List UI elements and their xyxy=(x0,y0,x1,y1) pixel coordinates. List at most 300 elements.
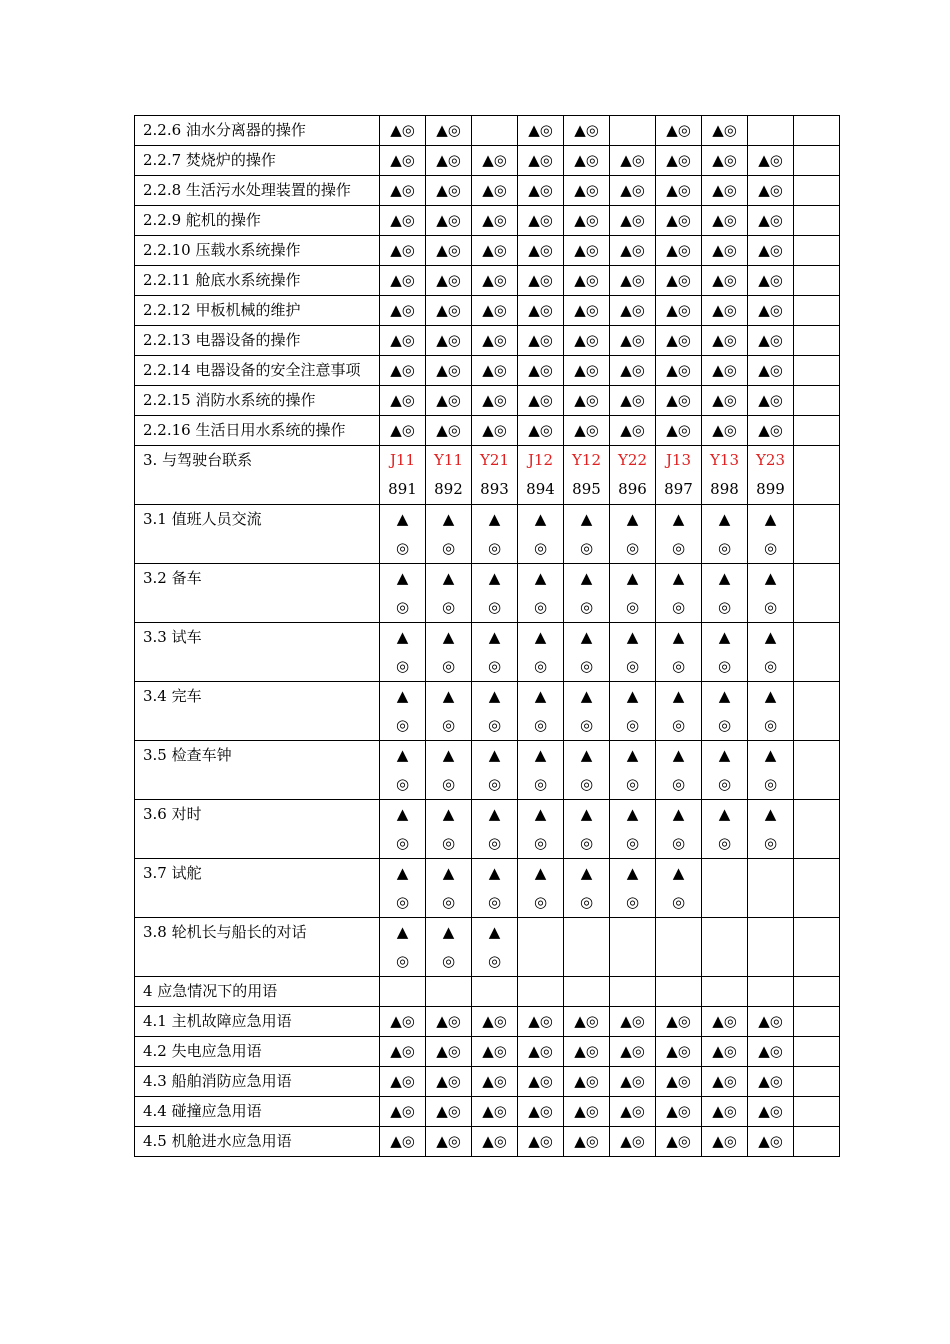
mark-cell: ▲◎ xyxy=(656,146,702,176)
code-number: 898 xyxy=(710,480,739,498)
mark-cell xyxy=(748,564,794,623)
mark-cell: ▲◎ xyxy=(518,1007,564,1037)
row-label: 4.3 船舶消防应急用语 xyxy=(135,1067,380,1097)
mark-cell: ▲◎ xyxy=(610,386,656,416)
row-label: 3.5 检查车钟 xyxy=(135,741,380,800)
code-cell xyxy=(564,446,610,505)
mark-cell: ▲◎ xyxy=(426,146,472,176)
table-row xyxy=(135,236,840,266)
mark-cell: ▲◎ xyxy=(748,1007,794,1037)
mark-cell: ▲◎ xyxy=(518,416,564,446)
triangle-mark-icon: ▲ xyxy=(580,805,593,823)
mark-cell xyxy=(656,859,702,918)
mark-cell: ▲◎ xyxy=(472,416,518,446)
mark-cell: ▲◎ xyxy=(518,1127,564,1157)
mark-cell: ▲◎ xyxy=(380,1127,426,1157)
triangle-mark-icon: ▲ xyxy=(396,569,409,587)
mark-cell xyxy=(380,623,426,682)
triangle-mark-icon: ▲ xyxy=(764,746,777,764)
row-label: 2.2.16 生活日用水系统的操作 xyxy=(135,416,380,446)
triangle-mark-icon: ▲ xyxy=(534,569,547,587)
row-label: 4.1 主机故障应急用语 xyxy=(135,1007,380,1037)
table-row xyxy=(135,1067,840,1097)
mark-cell xyxy=(702,682,748,741)
mark-cell xyxy=(794,146,840,176)
triangle-mark-icon: ▲ xyxy=(488,864,501,882)
table-row xyxy=(135,1007,840,1037)
table-row xyxy=(135,386,840,416)
circle-mark-icon: ◎ xyxy=(533,834,548,852)
mark-cell xyxy=(794,356,840,386)
mark-cell: ▲◎ xyxy=(426,1097,472,1127)
mark-cell xyxy=(472,623,518,682)
empty-cell xyxy=(794,623,840,682)
circle-mark-icon: ◎ xyxy=(579,775,594,793)
circle-mark-icon: ◎ xyxy=(717,834,732,852)
mark-cell: ▲◎ xyxy=(702,1127,748,1157)
circle-mark-icon: ◎ xyxy=(441,893,456,911)
code-number: 899 xyxy=(756,480,785,498)
mark-cell xyxy=(472,918,518,977)
mark-cell: ▲◎ xyxy=(748,1067,794,1097)
code-number: 896 xyxy=(618,480,647,498)
mark-cell xyxy=(426,741,472,800)
circle-mark-icon: ◎ xyxy=(671,775,686,793)
mark-cell: ▲◎ xyxy=(748,236,794,266)
code-number: 894 xyxy=(526,480,555,498)
mark-cell xyxy=(426,564,472,623)
mark-cell xyxy=(564,564,610,623)
mark-cell: ▲◎ xyxy=(702,296,748,326)
circle-mark-icon: ◎ xyxy=(763,539,778,557)
triangle-mark-icon: ▲ xyxy=(580,687,593,705)
triangle-mark-icon: ▲ xyxy=(580,746,593,764)
mark-cell: ▲◎ xyxy=(748,386,794,416)
table-row xyxy=(135,682,840,741)
row-label: 4.5 机舱进水应急用语 xyxy=(135,1127,380,1157)
triangle-mark-icon: ▲ xyxy=(396,687,409,705)
triangle-mark-icon: ▲ xyxy=(764,687,777,705)
triangle-mark-icon: ▲ xyxy=(396,628,409,646)
mark-cell: ▲◎ xyxy=(702,1097,748,1127)
mark-cell xyxy=(748,682,794,741)
mark-cell xyxy=(794,236,840,266)
row-label: 2.2.14 电器设备的安全注意事项 xyxy=(135,356,380,386)
code-label: J11 xyxy=(389,451,416,469)
mark-cell: ▲◎ xyxy=(518,206,564,236)
empty-cell xyxy=(794,977,840,1007)
table-row xyxy=(135,296,840,326)
mark-cell: ▲◎ xyxy=(518,1097,564,1127)
circle-mark-icon: ◎ xyxy=(763,834,778,852)
mark-cell xyxy=(380,918,426,977)
empty-cell xyxy=(564,918,610,977)
circle-mark-icon: ◎ xyxy=(763,775,778,793)
empty-cell xyxy=(794,800,840,859)
mark-cell: ▲◎ xyxy=(472,326,518,356)
row-label: 2.2.7 焚烧炉的操作 xyxy=(135,146,380,176)
circle-mark-icon: ◎ xyxy=(671,657,686,675)
circle-mark-icon: ◎ xyxy=(625,598,640,616)
circle-mark-icon: ◎ xyxy=(487,598,502,616)
mark-cell: ▲◎ xyxy=(380,356,426,386)
circle-mark-icon: ◎ xyxy=(395,834,410,852)
mark-cell: ▲◎ xyxy=(564,1007,610,1037)
mark-cell: ▲◎ xyxy=(610,1007,656,1037)
triangle-mark-icon: ▲ xyxy=(626,864,639,882)
mark-cell xyxy=(610,741,656,800)
code-label: J12 xyxy=(527,451,554,469)
empty-cell xyxy=(794,1067,840,1097)
triangle-mark-icon: ▲ xyxy=(580,569,593,587)
mark-cell: ▲◎ xyxy=(564,1097,610,1127)
mark-cell: ▲◎ xyxy=(518,296,564,326)
triangle-mark-icon: ▲ xyxy=(626,628,639,646)
empty-cell xyxy=(702,859,748,918)
mark-cell: ▲◎ xyxy=(472,1037,518,1067)
row-label: 2.2.12 甲板机械的维护 xyxy=(135,296,380,326)
code-number: 897 xyxy=(664,480,693,498)
code-cell xyxy=(702,446,748,505)
empty-cell xyxy=(518,977,564,1007)
table-row xyxy=(135,1037,840,1067)
empty-cell xyxy=(794,564,840,623)
triangle-mark-icon: ▲ xyxy=(488,923,501,941)
mark-cell: ▲◎ xyxy=(702,146,748,176)
mark-cell: ▲◎ xyxy=(564,356,610,386)
table-row xyxy=(135,623,840,682)
circle-mark-icon: ◎ xyxy=(579,598,594,616)
triangle-mark-icon: ▲ xyxy=(488,687,501,705)
mark-cell xyxy=(518,564,564,623)
table-row xyxy=(135,741,840,800)
mark-cell: ▲◎ xyxy=(472,1007,518,1037)
training-matrix-table xyxy=(134,115,840,1157)
code-label: Y12 xyxy=(572,451,601,469)
mark-cell: ▲◎ xyxy=(564,116,610,146)
row-label: 2.2.13 电器设备的操作 xyxy=(135,326,380,356)
table-row xyxy=(135,356,840,386)
circle-mark-icon: ◎ xyxy=(395,716,410,734)
mark-cell: ▲◎ xyxy=(426,206,472,236)
mark-cell xyxy=(472,682,518,741)
circle-mark-icon: ◎ xyxy=(625,834,640,852)
mark-cell xyxy=(564,859,610,918)
table-row xyxy=(135,1127,840,1157)
triangle-mark-icon: ▲ xyxy=(534,864,547,882)
mark-cell: ▲◎ xyxy=(426,116,472,146)
row-label: 2.2.6 油水分离器的操作 xyxy=(135,116,380,146)
mark-cell: ▲◎ xyxy=(656,1067,702,1097)
mark-cell: ▲◎ xyxy=(472,1097,518,1127)
mark-cell xyxy=(426,800,472,859)
mark-cell xyxy=(518,505,564,564)
mark-cell xyxy=(656,564,702,623)
mark-cell: ▲◎ xyxy=(748,1127,794,1157)
mark-cell: ▲◎ xyxy=(702,206,748,236)
code-cell xyxy=(472,446,518,505)
mark-cell: ▲◎ xyxy=(518,1037,564,1067)
mark-cell xyxy=(426,682,472,741)
mark-cell: ▲◎ xyxy=(426,416,472,446)
table-row xyxy=(135,116,840,146)
triangle-mark-icon: ▲ xyxy=(442,923,455,941)
mark-cell: ▲◎ xyxy=(380,1037,426,1067)
code-label: Y13 xyxy=(710,451,739,469)
triangle-mark-icon: ▲ xyxy=(672,628,685,646)
mark-cell xyxy=(610,623,656,682)
mark-cell: ▲◎ xyxy=(564,386,610,416)
code-label: Y22 xyxy=(618,451,647,469)
row-label: 2.2.8 生活污水处理装置的操作 xyxy=(135,176,380,206)
empty-cell xyxy=(794,918,840,977)
table-row xyxy=(135,800,840,859)
circle-mark-icon: ◎ xyxy=(533,539,548,557)
mark-cell: ▲◎ xyxy=(748,416,794,446)
table-row xyxy=(135,146,840,176)
code-cell xyxy=(380,446,426,505)
mark-cell xyxy=(564,623,610,682)
mark-cell xyxy=(380,564,426,623)
mark-cell: ▲◎ xyxy=(656,116,702,146)
row-label: 3.3 试车 xyxy=(135,623,380,682)
mark-cell: ▲◎ xyxy=(564,416,610,446)
mark-cell: ▲◎ xyxy=(702,386,748,416)
table-row xyxy=(135,505,840,564)
mark-cell xyxy=(426,859,472,918)
mark-cell: ▲◎ xyxy=(656,356,702,386)
mark-cell: ▲◎ xyxy=(426,176,472,206)
circle-mark-icon: ◎ xyxy=(533,598,548,616)
circle-mark-icon: ◎ xyxy=(671,539,686,557)
triangle-mark-icon: ▲ xyxy=(442,510,455,528)
mark-cell: ▲◎ xyxy=(472,1067,518,1097)
mark-cell: ▲◎ xyxy=(610,1067,656,1097)
triangle-mark-icon: ▲ xyxy=(396,746,409,764)
mark-cell: ▲◎ xyxy=(564,296,610,326)
mark-cell xyxy=(656,505,702,564)
circle-mark-icon: ◎ xyxy=(441,598,456,616)
mark-cell: ▲◎ xyxy=(702,176,748,206)
circle-mark-icon: ◎ xyxy=(579,834,594,852)
circle-mark-icon: ◎ xyxy=(625,775,640,793)
mark-cell xyxy=(702,505,748,564)
empty-cell xyxy=(564,977,610,1007)
empty-cell xyxy=(748,918,794,977)
empty-cell xyxy=(794,682,840,741)
triangle-mark-icon: ▲ xyxy=(718,746,731,764)
triangle-mark-icon: ▲ xyxy=(718,687,731,705)
mark-cell: ▲◎ xyxy=(380,236,426,266)
triangle-mark-icon: ▲ xyxy=(534,687,547,705)
mark-cell: ▲◎ xyxy=(472,236,518,266)
mark-cell xyxy=(748,116,794,146)
mark-cell: ▲◎ xyxy=(564,266,610,296)
circle-mark-icon: ◎ xyxy=(579,893,594,911)
mark-cell xyxy=(426,505,472,564)
mark-cell xyxy=(610,116,656,146)
mark-cell: ▲◎ xyxy=(426,1037,472,1067)
mark-cell: ▲◎ xyxy=(656,1127,702,1157)
mark-cell: ▲◎ xyxy=(518,116,564,146)
triangle-mark-icon: ▲ xyxy=(396,805,409,823)
mark-cell: ▲◎ xyxy=(702,116,748,146)
row-label: 2.2.10 压载水系统操作 xyxy=(135,236,380,266)
triangle-mark-icon: ▲ xyxy=(764,569,777,587)
section-row xyxy=(135,977,840,1007)
mark-cell: ▲◎ xyxy=(610,1037,656,1067)
mark-cell xyxy=(748,623,794,682)
row-label: 3.7 试舵 xyxy=(135,859,380,918)
triangle-mark-icon: ▲ xyxy=(442,628,455,646)
triangle-mark-icon: ▲ xyxy=(626,805,639,823)
circle-mark-icon: ◎ xyxy=(625,893,640,911)
triangle-mark-icon: ▲ xyxy=(672,569,685,587)
triangle-mark-icon: ▲ xyxy=(488,569,501,587)
empty-cell xyxy=(794,1037,840,1067)
document-page xyxy=(134,115,840,1157)
triangle-mark-icon: ▲ xyxy=(672,687,685,705)
mark-cell: ▲◎ xyxy=(702,356,748,386)
mark-cell xyxy=(610,682,656,741)
triangle-mark-icon: ▲ xyxy=(396,923,409,941)
triangle-mark-icon: ▲ xyxy=(580,628,593,646)
triangle-mark-icon: ▲ xyxy=(580,510,593,528)
circle-mark-icon: ◎ xyxy=(717,716,732,734)
triangle-mark-icon: ▲ xyxy=(580,864,593,882)
circle-mark-icon: ◎ xyxy=(533,893,548,911)
circle-mark-icon: ◎ xyxy=(395,598,410,616)
empty-cell xyxy=(794,1127,840,1157)
circle-mark-icon: ◎ xyxy=(487,716,502,734)
mark-cell: ▲◎ xyxy=(472,356,518,386)
circle-mark-icon: ◎ xyxy=(441,952,456,970)
empty-cell xyxy=(426,977,472,1007)
mark-cell: ▲◎ xyxy=(426,1007,472,1037)
circle-mark-icon: ◎ xyxy=(533,775,548,793)
triangle-mark-icon: ▲ xyxy=(534,805,547,823)
triangle-mark-icon: ▲ xyxy=(534,628,547,646)
row-label: 3.6 对时 xyxy=(135,800,380,859)
triangle-mark-icon: ▲ xyxy=(672,864,685,882)
empty-cell xyxy=(794,505,840,564)
circle-mark-icon: ◎ xyxy=(763,716,778,734)
circle-mark-icon: ◎ xyxy=(717,598,732,616)
mark-cell: ▲◎ xyxy=(426,1067,472,1097)
mark-cell xyxy=(794,206,840,236)
mark-cell xyxy=(794,326,840,356)
circle-mark-icon: ◎ xyxy=(395,893,410,911)
triangle-mark-icon: ▲ xyxy=(672,746,685,764)
table-row xyxy=(135,176,840,206)
code-cell xyxy=(610,446,656,505)
mark-cell: ▲◎ xyxy=(656,416,702,446)
mark-cell: ▲◎ xyxy=(610,176,656,206)
mark-cell: ▲◎ xyxy=(748,176,794,206)
mark-cell xyxy=(380,859,426,918)
empty-cell xyxy=(472,977,518,1007)
circle-mark-icon: ◎ xyxy=(487,775,502,793)
circle-mark-icon: ◎ xyxy=(395,657,410,675)
mark-cell: ▲◎ xyxy=(380,1097,426,1127)
row-label: 2.2.15 消防水系统的操作 xyxy=(135,386,380,416)
mark-cell: ▲◎ xyxy=(656,1097,702,1127)
mark-cell: ▲◎ xyxy=(380,146,426,176)
mark-cell: ▲◎ xyxy=(426,356,472,386)
code-label: Y21 xyxy=(480,451,509,469)
mark-cell: ▲◎ xyxy=(656,266,702,296)
mark-cell: ▲◎ xyxy=(702,266,748,296)
triangle-mark-icon: ▲ xyxy=(396,510,409,528)
triangle-mark-icon: ▲ xyxy=(442,746,455,764)
row-label: 3.4 完车 xyxy=(135,682,380,741)
mark-cell: ▲◎ xyxy=(610,1127,656,1157)
mark-cell xyxy=(794,386,840,416)
table-row xyxy=(135,416,840,446)
row-label: 3.1 值班人员交流 xyxy=(135,505,380,564)
mark-cell xyxy=(656,623,702,682)
empty-cell xyxy=(610,977,656,1007)
mark-cell: ▲◎ xyxy=(702,236,748,266)
mark-cell xyxy=(380,800,426,859)
mark-cell: ▲◎ xyxy=(380,116,426,146)
code-number: 895 xyxy=(572,480,601,498)
triangle-mark-icon: ▲ xyxy=(764,628,777,646)
mark-cell xyxy=(564,505,610,564)
mark-cell xyxy=(518,741,564,800)
triangle-mark-icon: ▲ xyxy=(626,746,639,764)
mark-cell: ▲◎ xyxy=(656,176,702,206)
code-cell xyxy=(426,446,472,505)
mark-cell xyxy=(380,505,426,564)
mark-cell: ▲◎ xyxy=(380,386,426,416)
mark-cell xyxy=(794,296,840,326)
mark-cell: ▲◎ xyxy=(610,326,656,356)
triangle-mark-icon: ▲ xyxy=(672,510,685,528)
mark-cell xyxy=(472,859,518,918)
mark-cell: ▲◎ xyxy=(564,146,610,176)
mark-cell: ▲◎ xyxy=(610,1097,656,1127)
circle-mark-icon: ◎ xyxy=(441,775,456,793)
code-label: Y23 xyxy=(756,451,785,469)
mark-cell: ▲◎ xyxy=(748,296,794,326)
mark-cell: ▲◎ xyxy=(748,266,794,296)
mark-cell: ▲◎ xyxy=(518,146,564,176)
mark-cell xyxy=(748,505,794,564)
table-row xyxy=(135,1097,840,1127)
empty-cell xyxy=(610,918,656,977)
mark-cell: ▲◎ xyxy=(656,1037,702,1067)
table-row xyxy=(135,564,840,623)
mark-cell: ▲◎ xyxy=(380,1067,426,1097)
mark-cell xyxy=(380,682,426,741)
mark-cell xyxy=(518,800,564,859)
triangle-mark-icon: ▲ xyxy=(626,569,639,587)
circle-mark-icon: ◎ xyxy=(671,598,686,616)
triangle-mark-icon: ▲ xyxy=(442,805,455,823)
triangle-mark-icon: ▲ xyxy=(534,510,547,528)
mark-cell xyxy=(564,800,610,859)
row-label: 2.2.11 舱底水系统操作 xyxy=(135,266,380,296)
mark-cell xyxy=(472,116,518,146)
mark-cell xyxy=(794,116,840,146)
mark-cell: ▲◎ xyxy=(610,266,656,296)
empty-cell xyxy=(794,446,840,505)
section-label: 3. 与驾驶台联系 xyxy=(135,446,380,505)
circle-mark-icon: ◎ xyxy=(671,893,686,911)
code-cell xyxy=(518,446,564,505)
circle-mark-icon: ◎ xyxy=(625,657,640,675)
